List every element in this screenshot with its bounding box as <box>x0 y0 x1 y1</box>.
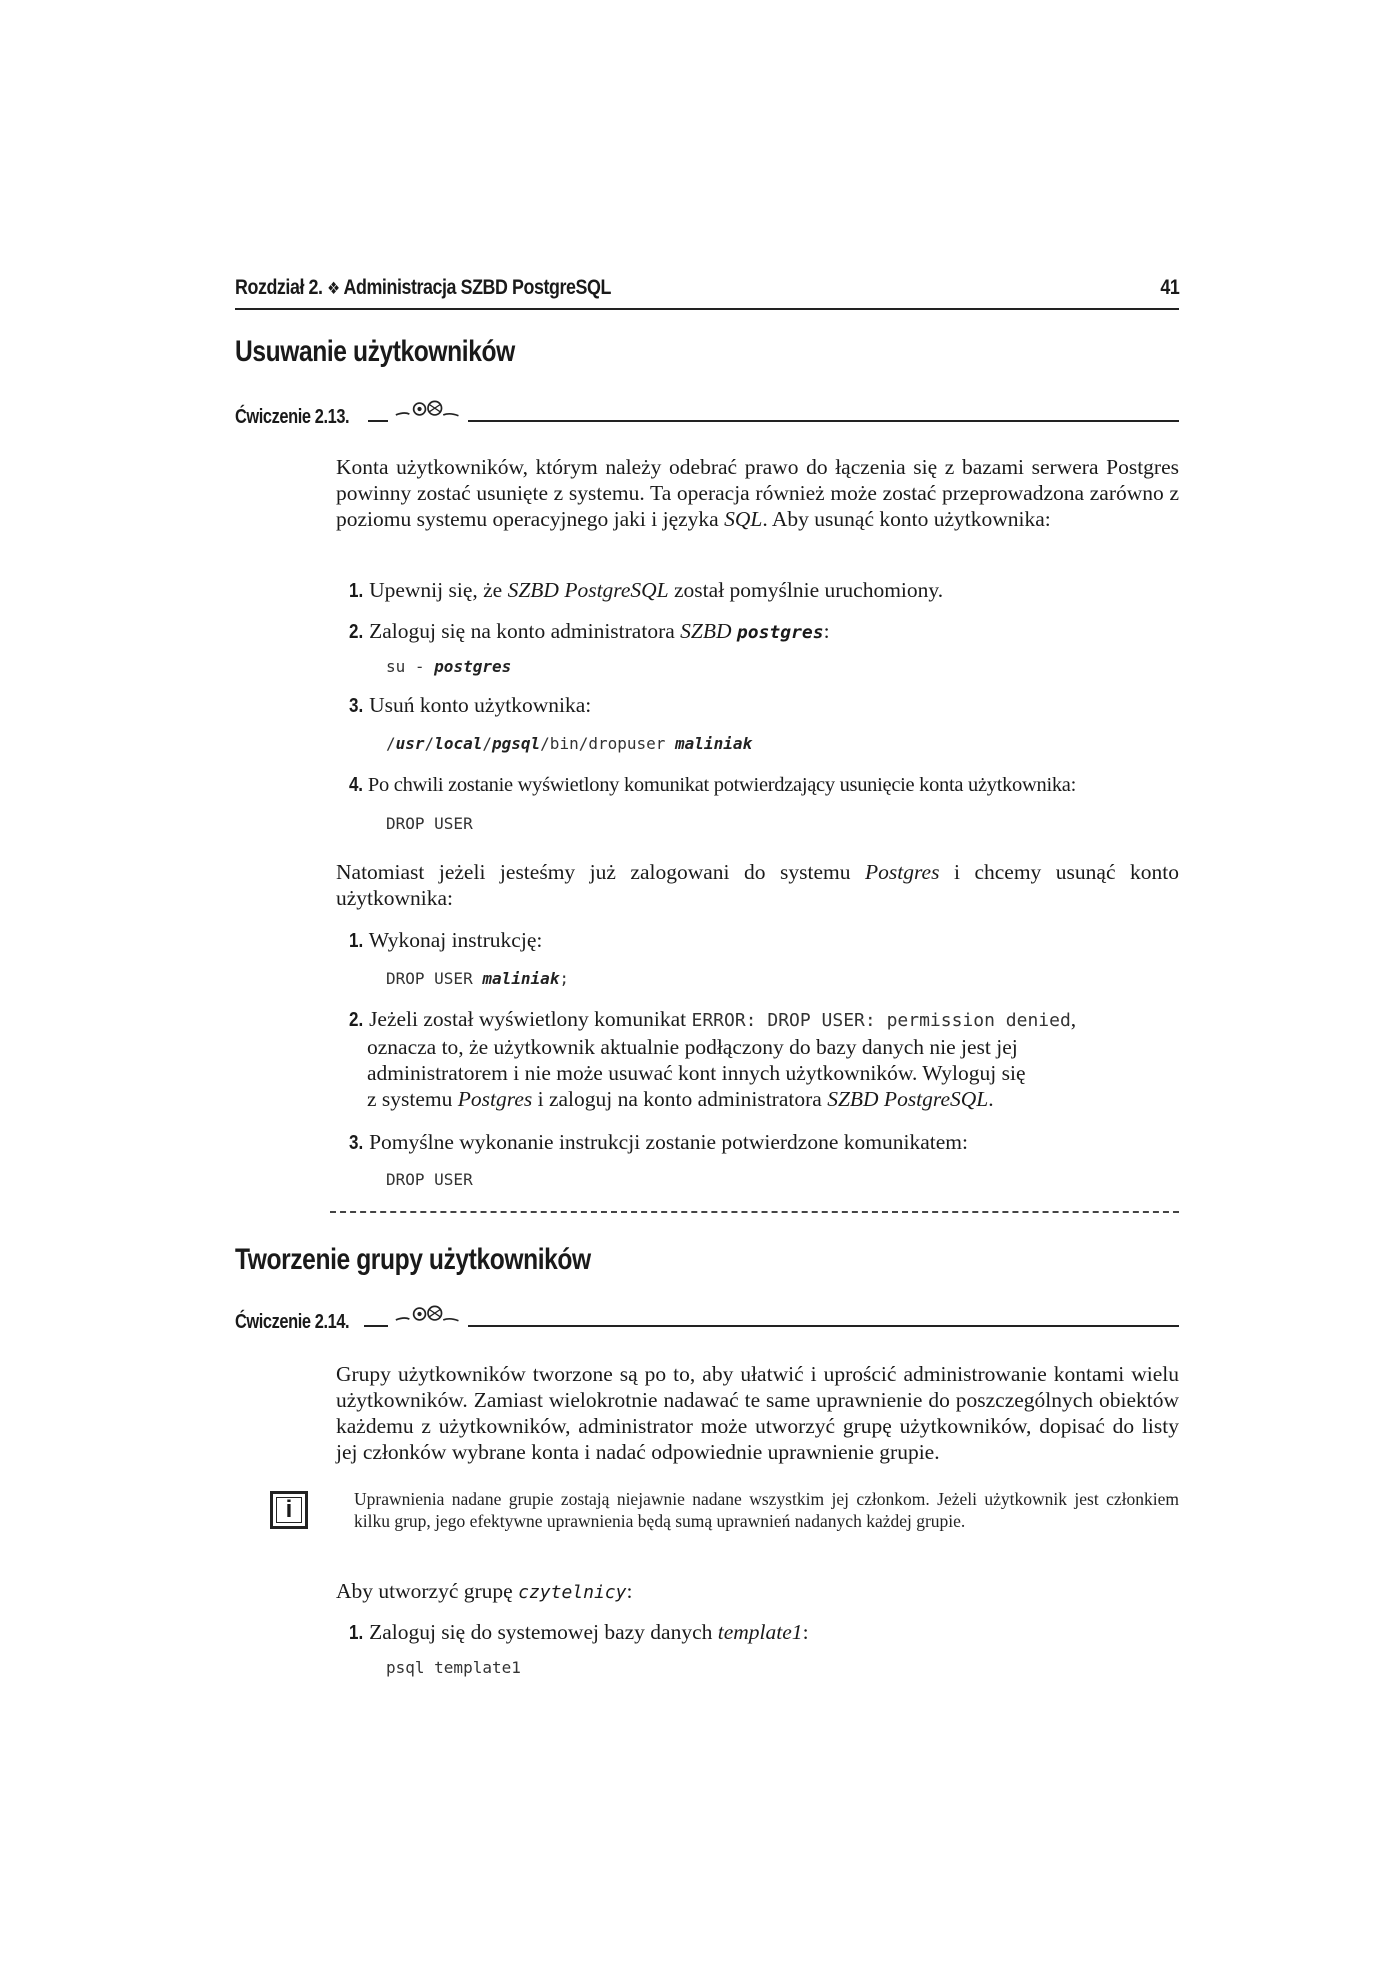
step-item: 2. Jeżeli został wyświetlony komunikat ERROR: DROP USER: permission denied, oznacza to, że użytkownik aktualnie podłączony do bazy danych nie jest jej administratorem i nie może usuwać kont innych użytkowników. Wyloguj się z systemu Postgres i zaloguj na konto administratora SZBD PostgreSQL. <box>349 1007 1077 1111</box>
step-item: 3. Pomyślne wykonanie instrukcji zostanie potwierdzone komunikatem: <box>349 1130 968 1154</box>
exercise-label: Ćwiczenie 2.13. <box>235 406 350 428</box>
step-item: 1. Zaloguj się do systemowej bazy danych template1: <box>349 1620 809 1644</box>
paragraph: Aby utworzyć grupę czytelnicy: <box>336 1579 633 1603</box>
note-text: Uprawnienia nadane grupie zostają niejawnie nadane wszystkim jej członkom. Jeżeli użytkownik jest członkiem kilku grup, jego efektywne uprawnienia będą sumą uprawnień nadanych każdej grupie. <box>354 1489 1179 1531</box>
exercise-rule <box>468 1325 1179 1327</box>
exercise-rule-left <box>364 1325 388 1327</box>
intro-paragraph: Konta użytkowników, którym należy odebrać prawo do łączenia się z bazami serwera Postgres powinny zostać usunięte z systemu. Ta operacja również może zostać przeprowadzona zarówno z poziomu systemu operacyjnego jaki i języka SQL. Aby usunąć konto użytkownika: <box>336 455 1179 531</box>
exercise-rule <box>468 420 1179 422</box>
code-line: su - postgres <box>386 657 512 676</box>
code-line: DROP USER <box>386 1170 473 1189</box>
code-line: DROP USER maliniak; <box>386 969 570 988</box>
code-line: DROP USER <box>386 814 473 833</box>
section-heading: Tworzenie grupy użytkowników <box>235 1243 591 1276</box>
info-icon: i <box>270 1491 308 1529</box>
exercise-ornament-icon <box>388 1303 468 1325</box>
separator-icon: ❖ <box>327 279 340 298</box>
exercise-end-rule <box>330 1211 1179 1213</box>
chapter-label: Rozdział 2. <box>235 276 323 299</box>
step-item: 3. Usuń konto użytkownika: <box>349 693 592 717</box>
running-head-title <box>235 276 611 300</box>
step-item: 1. Wykonaj instrukcję: <box>349 928 543 952</box>
step-item: 4. Po chwili zostanie wyświetlony komunikat potwierdzający usunięcie konta użytkownika: <box>349 774 1076 796</box>
code-line: psql template1 <box>386 1658 521 1677</box>
exercise-ornament-icon <box>388 398 468 420</box>
intro-paragraph: Grupy użytkowników tworzone są po to, aby ułatwić i uprościć administrowanie kontami wielu użytkowników. Zamiast wielokrotnie nadawać te same uprawnienie do poszczególnych obiektów każdemu z użytkowników, administrator może utworzyć grupę użytkowników, dopisać do listy jej członków wybrane konta i nadać odpowiednie uprawnienie grupie. <box>336 1362 1179 1464</box>
step-item: 2. Zaloguj się na konto administratora SZBD postgres: <box>349 619 830 643</box>
section-heading: Usuwanie użytkowników <box>235 335 515 368</box>
code-line: /usr/local/pgsql/bin/dropuser maliniak <box>386 734 753 753</box>
exercise-rule-left <box>368 420 388 422</box>
page-number: 41 <box>1159 276 1179 299</box>
exercise-label: Ćwiczenie 2.14. <box>235 1311 350 1333</box>
step-item: 1. Upewnij się, że SZBD PostgreSQL został pomyślnie uruchomiony. <box>349 578 944 602</box>
paragraph: Natomiast jeżeli jesteśmy już zalogowani do systemu Postgres i chcemy usunąć konto użytkownika: <box>336 860 1179 910</box>
chapter-title: Administracja SZBD PostgreSQL <box>343 276 611 299</box>
running-head <box>235 276 1179 310</box>
